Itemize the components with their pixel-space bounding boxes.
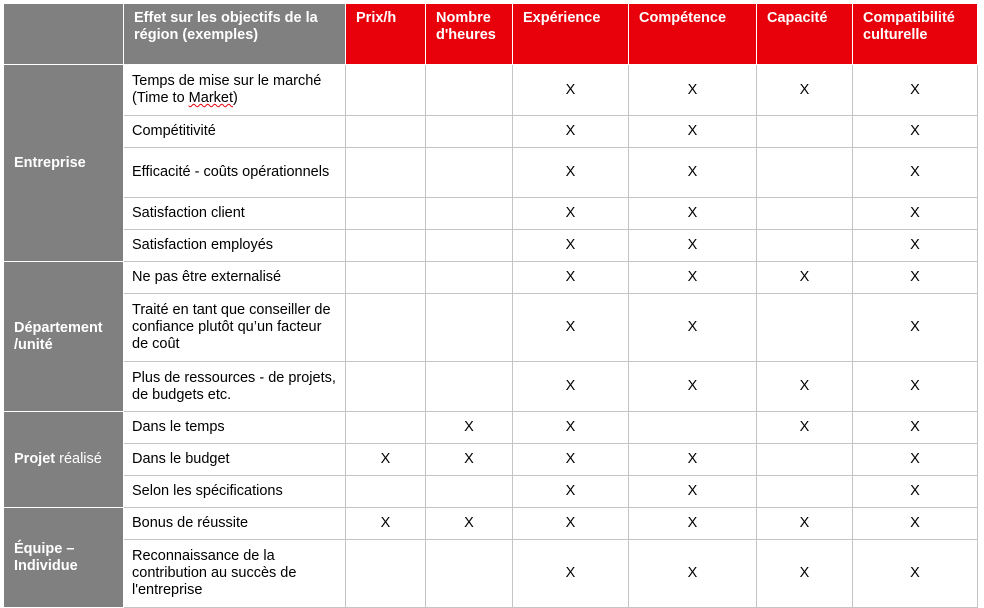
mark-cell (346, 148, 426, 198)
table-row (4, 362, 978, 412)
mark-cell: X (629, 508, 757, 540)
criterion-header-competence: Compétence (629, 4, 757, 65)
mark-cell: X (629, 262, 757, 294)
group-label-equipe: Équipe – Individue (4, 508, 124, 608)
mark-cell: X (513, 540, 629, 608)
row-description: Dans le budget (124, 444, 346, 476)
mark-cell (346, 412, 426, 444)
table-row (4, 65, 978, 116)
table-row (4, 540, 978, 608)
mark-cell: X (629, 116, 757, 148)
mark-cell: X (426, 444, 513, 476)
mark-cell: X (513, 116, 629, 148)
description-header: Effet sur les objectifs de la région (exemples) (124, 4, 346, 65)
mark-cell: X (853, 444, 978, 476)
criterion-header-hours: Nombre d'heures (426, 4, 513, 65)
mark-cell: X (513, 294, 629, 362)
mark-cell (757, 230, 853, 262)
mark-cell (426, 294, 513, 362)
group-label-departement: Département /unité (4, 262, 124, 412)
mark-cell (426, 476, 513, 508)
mark-cell: X (513, 362, 629, 412)
row-description: Bonus de réussite (124, 508, 346, 540)
mark-cell (346, 65, 426, 116)
mark-cell: X (513, 148, 629, 198)
row-description: Compétitivité (124, 116, 346, 148)
mark-cell: X (853, 476, 978, 508)
table-row (4, 198, 978, 230)
mark-cell: X (513, 262, 629, 294)
table-row (4, 148, 978, 198)
mark-cell: X (629, 540, 757, 608)
mark-cell: X (629, 444, 757, 476)
mark-cell (757, 294, 853, 362)
mark-cell (346, 476, 426, 508)
mark-cell (426, 65, 513, 116)
mark-cell: X (853, 148, 978, 198)
mark-cell (426, 198, 513, 230)
mark-cell (346, 198, 426, 230)
mark-cell (426, 230, 513, 262)
mark-cell: X (426, 412, 513, 444)
row-description: Selon les spécifications (124, 476, 346, 508)
mark-cell (757, 198, 853, 230)
mark-cell (757, 444, 853, 476)
group-label-normal: réalisé (55, 451, 102, 467)
mark-cell: X (513, 476, 629, 508)
table-row (4, 262, 978, 294)
row-description: Efficacité - coûts opérationnels (124, 148, 346, 198)
row-description-text-end: ) (233, 90, 238, 106)
mark-cell: X (757, 412, 853, 444)
mark-cell (346, 540, 426, 608)
criterion-header-experience: Expérience (513, 4, 629, 65)
table-row (4, 116, 978, 148)
mark-cell: X (853, 262, 978, 294)
mark-cell (346, 294, 426, 362)
mark-cell: X (513, 65, 629, 116)
mark-cell: X (629, 476, 757, 508)
row-description: Satisfaction employés (124, 230, 346, 262)
mark-cell (426, 362, 513, 412)
mark-cell: X (629, 230, 757, 262)
mark-cell (346, 116, 426, 148)
criterion-header-price: Prix/h (346, 4, 426, 65)
mark-cell (757, 148, 853, 198)
row-description: Plus de ressources - de projets, de budgets etc. (124, 362, 346, 412)
table-row (4, 508, 978, 540)
mark-cell (346, 362, 426, 412)
corner-cell (4, 4, 124, 65)
row-description: Satisfaction client (124, 198, 346, 230)
mark-cell: X (629, 65, 757, 116)
mark-cell: X (513, 198, 629, 230)
table-row (4, 444, 978, 476)
mark-cell (426, 148, 513, 198)
mark-cell (346, 230, 426, 262)
criterion-header-cultural-fit: Compatibilité culturelle (853, 4, 978, 65)
mark-cell: X (853, 230, 978, 262)
row-description: Ne pas être externalisé (124, 262, 346, 294)
mark-cell: X (853, 116, 978, 148)
header-row (4, 4, 978, 65)
mark-cell: X (513, 508, 629, 540)
mark-cell: X (629, 198, 757, 230)
mark-cell: X (346, 508, 426, 540)
mark-cell: X (513, 230, 629, 262)
row-description (124, 65, 346, 116)
row-description-text: Temps de mise sur le marché (Time to (132, 73, 322, 106)
mark-cell: X (853, 540, 978, 608)
mark-cell: X (757, 540, 853, 608)
group-label-bold: Projet (14, 451, 56, 467)
mark-cell: X (346, 444, 426, 476)
mark-cell (346, 262, 426, 294)
mark-cell: X (513, 444, 629, 476)
table-row (4, 230, 978, 262)
group-label-entreprise: Entreprise (4, 65, 124, 262)
row-description: Traité en tant que conseiller de confiance plutôt qu’un facteur de coût (124, 294, 346, 362)
mark-cell: X (757, 508, 853, 540)
spellcheck-underlined-word: Market (188, 90, 233, 106)
table-row (4, 412, 978, 444)
table-row (4, 476, 978, 508)
mark-cell (629, 412, 757, 444)
mark-cell: X (757, 362, 853, 412)
mark-cell: X (629, 294, 757, 362)
mark-cell: X (853, 362, 978, 412)
mark-cell: X (757, 65, 853, 116)
mark-cell (426, 262, 513, 294)
criterion-header-capacity: Capacité (757, 4, 853, 65)
mark-cell: X (426, 508, 513, 540)
row-description: Reconnaissance de la contribution au succès de l'entreprise (124, 540, 346, 608)
row-description: Dans le temps (124, 412, 346, 444)
objectives-matrix-table (3, 3, 978, 608)
mark-cell: X (629, 362, 757, 412)
mark-cell: X (853, 508, 978, 540)
mark-cell: X (853, 65, 978, 116)
mark-cell: X (853, 294, 978, 362)
mark-cell (757, 476, 853, 508)
mark-cell (757, 116, 853, 148)
group-label-projet (4, 412, 124, 508)
mark-cell: X (629, 148, 757, 198)
mark-cell (426, 540, 513, 608)
table-row (4, 294, 978, 362)
mark-cell: X (853, 412, 978, 444)
mark-cell: X (853, 198, 978, 230)
mark-cell: X (757, 262, 853, 294)
mark-cell: X (513, 412, 629, 444)
mark-cell (426, 116, 513, 148)
